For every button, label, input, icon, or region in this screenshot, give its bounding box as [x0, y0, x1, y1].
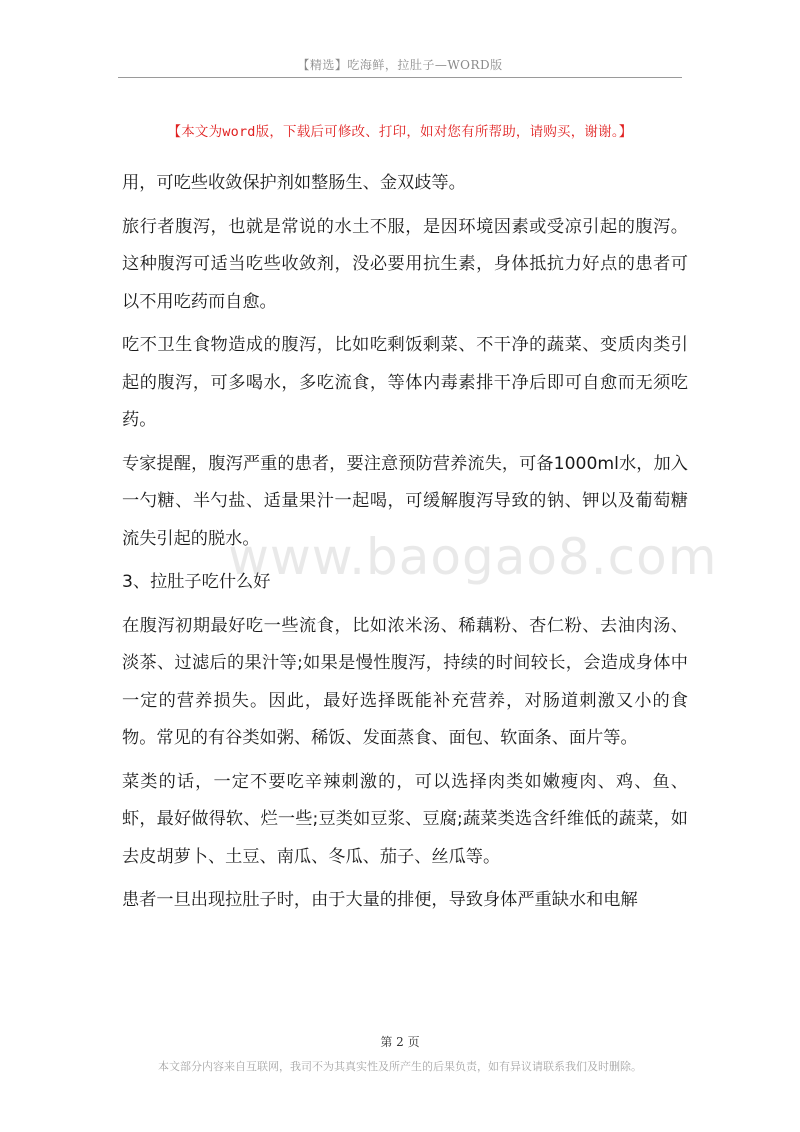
footer-disclaimer: 本文部分内容来自互联网，我司不为其真实性及所产生的后果负责，如有异议请联系我们及时删除。	[158, 1060, 642, 1073]
paragraph: 专家提醒，腹泻严重的患者，要注意预防营养流失，可备1000ml水，加入一勺糖、半勺盐、适量果汁一起喝，可缓解腹泻导致的钠、钾以及葡萄糖流失引起的脱水。	[122, 453, 688, 549]
document-body	[122, 165, 688, 926]
paragraph: 用，可吃些收敛保护剂如整肠生、金双歧等。	[122, 173, 466, 193]
paragraph: 患者一旦出现拉肚子时，由于大量的排便，导致身体严重缺水和电解	[122, 890, 638, 910]
paragraph: 在腹泻初期最好吃一些流食，比如浓米汤、稀藕粉、杏仁粉、去油肉汤、淡茶、过滤后的果汁等;如果是慢性腹泻，持续的时间较长，会造成身体中一定的营养损失。因此，最好选择既能补充营养，对肠道刺激又小的食物。常见的有谷类如粥、稀饭、发面蒸食、面包、软面条、面片等。	[122, 615, 688, 748]
paragraph: 菜类的话，一定不要吃辛辣刺激的，可以选择肉类如嫩瘦肉、鸡、鱼、虾，最好做得软、烂一些;豆类如豆浆、豆腐;蔬菜类选含纤维低的蔬菜，如去皮胡萝卜、土豆、南瓜、冬瓜、茄子、丝瓜等。	[122, 771, 688, 867]
paragraph: 旅行者腹泻，也就是常说的水土不服，是因环境因素或受凉引起的腹泻。这种腹泻可适当吃些收敛剂，没必要用抗生素，身体抵抗力好点的患者可以不用吃药而自愈。	[122, 216, 688, 312]
header-divider	[118, 77, 682, 78]
download-notice: 【本文为word版，下载后可修改、打印，如对您有所帮助，请购买，谢谢。】	[167, 124, 633, 140]
paragraph: 吃不卫生食物造成的腹泻，比如吃剩饭剩菜、不干净的蔬菜、变质肉类引起的腹泻，可多喝水，多吃流食，等体内毒素排干净后即可自愈而无须吃药。	[122, 335, 688, 430]
watermark: www.baogao8.com	[228, 528, 718, 586]
section-heading: 3、拉肚子吃什么好	[122, 572, 271, 592]
document-header: 【精选】吃海鲜，拉肚子—WORD版	[297, 58, 503, 72]
page-number: 第 2 页	[380, 1035, 420, 1049]
